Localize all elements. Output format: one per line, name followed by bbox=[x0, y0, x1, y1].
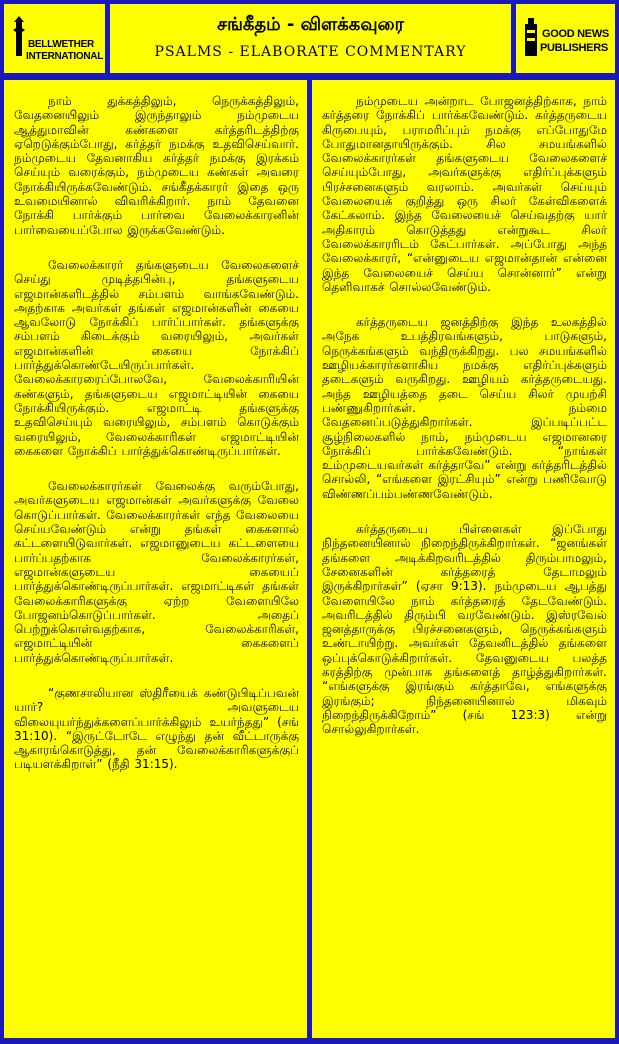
left-column bbox=[4, 80, 307, 1038]
right-column bbox=[312, 80, 615, 1038]
bellwether-mark-icon bbox=[12, 16, 26, 58]
paragraph: “குணசாலியான ஸ்திரீயைக் கண்டுபிடிப்பவன் யார்? அவளுடைய விலையுயர்ந்துக்களைப்பார்க்கிலும் உயர்ந்தது” (சங் 31:10). “இருட்டோடே எழுந்து தன் வீட்டாருக்கு ஆகாரங்கொடுத்து, தன் வேலைக்காரிகளுக்குப் படியளக்கிறாள்” (நீதி 31:15). bbox=[14, 685, 299, 772]
title-english: PSALMS - ELABORATE COMMENTARY bbox=[154, 44, 467, 60]
paragraph: நாம் துக்கத்திலும், நெருக்கத்திலும், வேதனையிலும் இருந்தாலும் நம்முடைய ஆத்துமாவின் கண்களை கர்த்தரிடத்திற்கு ஏறெடுக்கும்போது, கர்த்தர் நமக்கு உதவிசெய்வார். நம்முடைய தேவனாகிய கர்த்தர் நமக்கு இரக்கம் செய்யும் வரைக்கும், நம்முடைய கண்கள் அவரை நோக்கியிருக்கவேண்டும். சங்கீதக்காரர் இதை ஒரு உவமையினால் விவரிக்கிறார். நாம் தேவனை நோக்கி பார்க்கும் பார்வை வேலைக்காரனின் பார்வையைப்போல இருக்கவேண்டும். bbox=[14, 94, 299, 237]
left-logo-line1: BELLWETHER bbox=[28, 39, 94, 50]
right-logo-line2: PUBLISHERS bbox=[540, 42, 608, 54]
good-news-logo bbox=[516, 4, 615, 73]
title-banner bbox=[110, 4, 511, 73]
bellwether-logo bbox=[4, 4, 105, 73]
paragraph: வேலைக்காரர்கள் வேலைக்கு வரும்போது, அவர்களுடைய எஜமான்கள் அவர்களுக்கு வேலை கொடுப்பார்கள். வேலைக்காரர்கள் எந்த வேலையை செய்யவேண்டும் என்று தங்கள் கைகளால் கட்டளையிடுவார்கள். எஜமானுடைய கட்டளையை பார்ப்பதற்காக வேலைக்காரர்கள், எஜமான்களுடைய கையைப் பார்த்துக்கொண்டிருப்பார்கள். எஜமாட்டிகள் தங்கள் வேலைக்காரிகளுக்கு ஏற்ற வேளையிலே போஜனம்கொடுப்பார்கள். அதைப் பெற்றுக்கொள்வதற்காக, வேலைக்காரிகள், எஜமாட்டியின் கைகளைப் பார்த்துக்கொண்டிருப்பார்கள். bbox=[14, 479, 299, 665]
paragraph: கர்த்தருடைய பிள்ளைகள் இப்போது நிந்தனையினால் நிறைந்திருக்கிறார்கள். “ஜனங்கள் தங்களை அடிக்கிறவரிடத்தில் திரும்பாமலும், சேனைகளின் கர்த்தரைத் தேடாமலும் இருக்கிறார்கள்” (ஏசா 9:13). நம்முடைய ஆபத்து வேளையிலே நாம் கர்த்தரைத் தேடவேண்டும். அவரிடத்தில் திரும்பி வரவேண்டும். இஸ்ரவேல் ஜனத்தாருக்கு பிரச்சனைகளும், நெருக்கங்களும் உண்டாயிற்று. அவர்கள் தேவனிடத்தில் தங்களை ஒப்புக்கொடுக்கிறார்கள். தேவனுடைய பலத்த கரத்திற்கு முன்பாக தங்களைத் தாழ்த்துகிறார்கள். “எங்களுக்கு இரங்கும் கர்த்தாவே, எங்களுக்கு இரங்கும்; நிந்தனையினால் மிகவும் நிறைந்திருக்கிறோம்” (சங் 123:3) என்று சொல்லுகிறார்கள். bbox=[322, 522, 607, 737]
title-tamil: சங்கீதம் - விளக்கவுரை bbox=[217, 14, 404, 35]
paragraph: கர்த்தருடைய ஜனத்திற்கு இந்த உலகத்தில் அநேக உபத்திரவங்களும், பாடுகளும், நெருக்கங்களும் வந்திருக்கிறது. பல சமயங்களில் ஊழியக்காரர்களாகிய நமக்கு எதிர்ப்புக்களும் தடைகளும் வருகிறது. ஊழியம் கர்த்தருடையது. அந்த ஊழியத்தை தடை செய்ய சிலர் முயற்சி பண்ணுகிறார்கள். நம்மை வேதனைப்படுத்துகிறார்கள். இப்படிப்பட்ட சூழ்நிலைகளில் நாம், நம்முடைய எஜமானரை நோக்கிப் பார்க்கவேண்டும். “நாங்கள் உம்முடையவர்கள் கர்த்தாவே” என்று கர்த்தரிடத்தில் சொல்லி, “எங்களை இரட்சியும்” என்று பணிவோடு விண்ணப்பம்பண்ணவேண்டும். bbox=[322, 315, 607, 501]
paragraph: வேலைக்காரர் தங்களுடைய வேலைகளைச் செய்து முடித்தபின்பு, தங்களுடைய எஜமான்களிடத்தில் சம்பளம் வாங்கவேண்டும். அதற்காக அவர்கள் தங்கள் எஜமான்களின் கையை ஆவலோடு நோக்கிப் பார்ப்பார்கள். தங்களுக்கு சம்பளம் கிடைக்கும் வரையிலும், அவர்கள் எஜமான்களின் கையை நோக்கிப் பார்த்துக்கொண்டேயிருப்பார்கள். வேலைக்காரரைப்போலவே, வேலைக்காரியின் கண்களும், தங்களுடைய எஜமாட்டியின் கையை நோக்கியிருக்கும். எஜமாட்டி தங்களுக்கு உதவிசெய்யும் வரையிலும், சம்பளம் கொடுக்கும் வரையிலும், வேலைக்காரிகள் எஜமாட்டியின் கைகளை நோக்கிப் பார்த்துக்கொண்டிருப்பார்கள். bbox=[14, 257, 299, 458]
good-news-mark-icon bbox=[524, 16, 538, 58]
paragraph: நம்முடைய அன்றாட போஜனத்திற்காக, நாம் கர்த்தரை நோக்கிப் பார்க்கவேண்டும். கர்த்தருடைய கிருபையும், பராமரிப்பும் நமக்கு எப்போதுமே போதுமானதாயிருக்கும். சில சமயங்களில் வேலைக்காரர்கள் தங்களுடைய வேலைகளைச் செய்யும்போது, அவர்களுக்கு எதிர்ப்புக்களும் பிரச்சனைகளும் வரலாம். அவர்கள் செய்யும் வேலையைக் குறித்து ஒரு சிலர் கேள்விகளைக் கேட்கலாம். இந்த வேலையைச் செய்வதற்கு யார் அதிகாரம் கொடுத்தது என்றுகூட சிலர் வேலைக்காரரிடம் கேட்பார்கள். அப்போது அந்த வேலைக்காரர், “என்னுடைய எஜமான்தான் என்னை இந்த வேலையைச் செய்ய சொன்னார்” என்று தெளிவாகச் சொல்லவேண்டும். bbox=[322, 94, 607, 294]
left-logo-line2: INTERNATIONAL bbox=[26, 51, 104, 62]
right-logo-line1: GOOD NEWS bbox=[542, 28, 609, 40]
